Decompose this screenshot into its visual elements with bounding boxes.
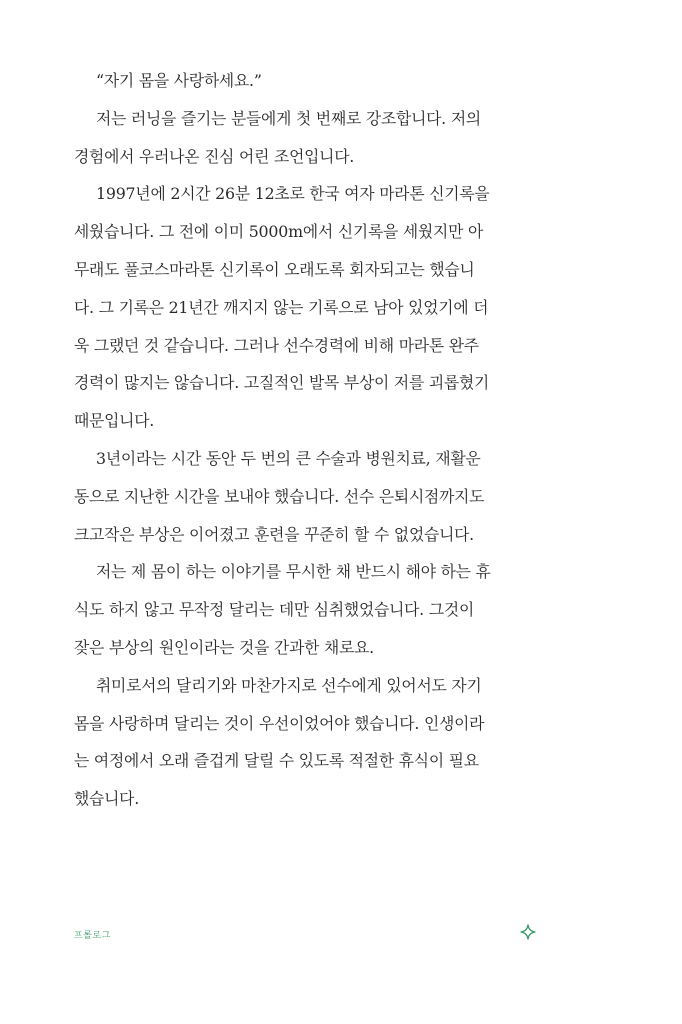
paragraph-line: 몸을 사랑하며 달리는 것이 우선이었어야 했습니다. 인생이라: [74, 713, 485, 733]
paragraph-line: 저는 러닝을 즐기는 분들에게 첫 번째로 강조합니다. 저의: [96, 108, 481, 128]
paragraph-line: 취미로서의 달리기와 마찬가지로 선수에게 있어서도 자기: [96, 675, 482, 695]
paragraph-line: 동으로 지난한 시간을 보내야 했습니다. 선수 은퇴시점까지도: [74, 486, 485, 506]
paragraph-line: 경험에서 우러나온 진심 어린 조언입니다.: [74, 146, 355, 166]
paragraph-line: 크고작은 부상은 이어졌고 훈련을 꾸준히 할 수 없었습니다.: [74, 524, 475, 544]
paragraph-line: 무래도 풀코스마라톤 신기록이 오래도록 회자되고는 했습니: [74, 259, 475, 279]
paragraph-line: 다. 그 기록은 21년간 깨지지 않는 기록으로 남아 있었기에 더: [74, 297, 489, 317]
paragraph-line: 잦은 부상의 원인이라는 것을 간과한 채로요.: [74, 637, 375, 657]
paragraph-line: 욱 그랬던 것 같습니다. 그러나 선수경력에 비해 마라톤 완주: [74, 335, 479, 355]
paragraph-line: 식도 하지 않고 무작정 달리는 데만 심취했었습니다. 그것이: [74, 600, 475, 620]
paragraph-line: 때문입니다.: [74, 411, 155, 431]
paragraph-line: 3년이라는 시간 동안 두 번의 큰 수술과 병원치료, 재활운: [96, 448, 481, 468]
paragraph-line: “자기 몸을 사랑하세요.”: [96, 71, 262, 90]
paragraph-line: 저는 제 몸이 하는 이야기를 무시한 채 반드시 해야 하는 휴: [96, 562, 491, 582]
paragraph-line: 했습니다.: [74, 789, 140, 809]
paragraph-line: 1997년에 2시간 26분 12초로 한국 여자 마라톤 신기록을: [96, 184, 490, 204]
paragraph-line: 는 여정에서 오래 즐겁게 달릴 수 있도록 적절한 휴식이 필요: [74, 751, 479, 771]
sparkle-icon: [520, 924, 536, 940]
section-label: 프롤로그: [74, 931, 111, 941]
page-footer: [74, 924, 536, 944]
paragraph-line: 경력이 많지는 않습니다. 고질적인 발목 부상이 저를 괴롭혔기: [74, 373, 490, 393]
paragraph-line: 세웠습니다. 그 전에 이미 5000m에서 신기록을 세웠지만 아: [74, 222, 484, 242]
body-text: [74, 62, 536, 818]
